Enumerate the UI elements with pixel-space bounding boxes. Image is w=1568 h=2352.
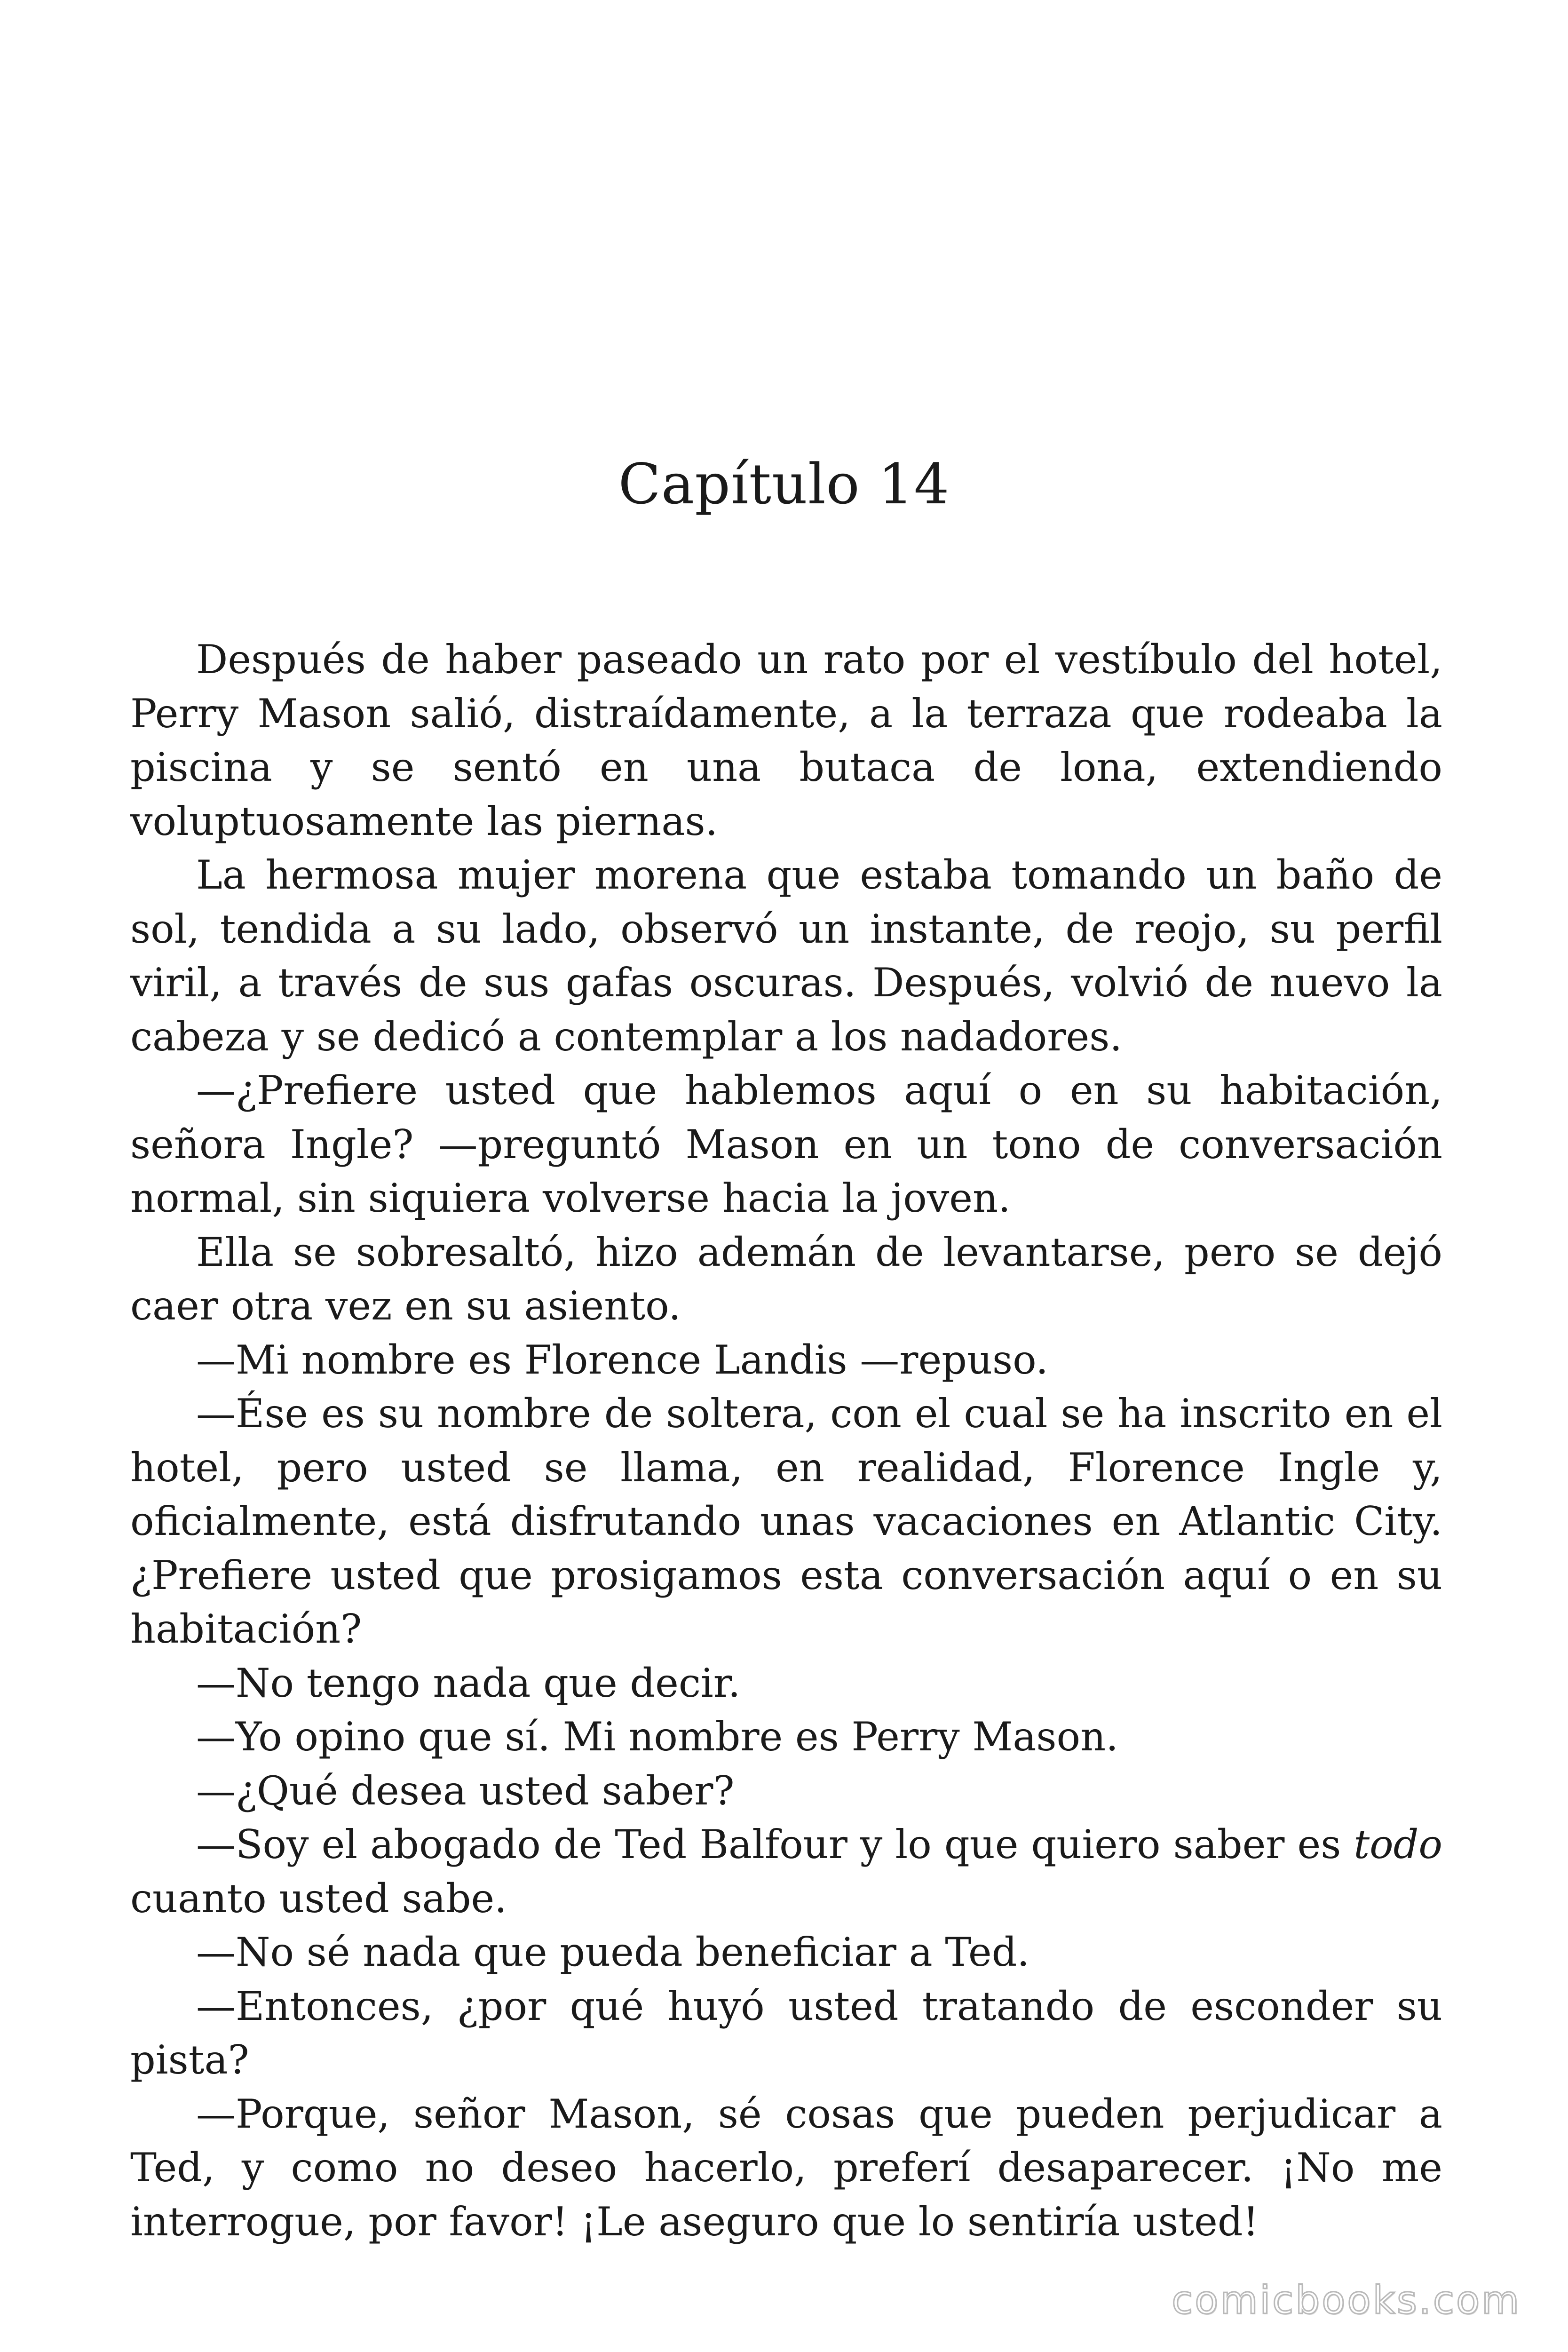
paragraph: Después de haber paseado un rato por el vestíbulo del hotel, Perry Mason salió, distraídamente, a la terraza que rodeaba la piscina y se sentó en una butaca de lona, extendiendo voluptuosamente las piernas.	[130, 636, 1442, 844]
paragraph: —Mi nombre es Florence Landis —repuso.	[196, 1336, 1048, 1383]
chapter-body	[130, 633, 1442, 2249]
paragraph: La hermosa mujer morena que estaba tomando un baño de sol, tendida a su lado, observó un instante, de reojo, su perfil viril, a través de sus gafas oscuras. Después, volvió de nuevo la cabeza y se dedicó a contemplar a los nadadores.	[130, 852, 1442, 1060]
paragraph: —No tengo nada que decir.	[196, 1660, 741, 1706]
paragraph-text: —Soy el abogado de Ted Balfour y lo que quiero saber es	[196, 1821, 1354, 1867]
paragraph: —Porque, señor Mason, sé cosas que pueden perjudicar a Ted, y como no deseo hacerlo, preferí desaparecer. ¡No me interrogue, por favor! ¡Le aseguro que lo sentiría usted!	[130, 2090, 1442, 2245]
paragraph: Ella se sobresaltó, hizo ademán de levantarse, pero se dejó caer otra vez en su asiento.	[130, 1229, 1442, 1329]
emphasized-word: todo	[1354, 1821, 1442, 1867]
paragraph: —¿Qué desea usted saber?	[196, 1767, 735, 1814]
paragraph: —No sé nada que pueda beneficiar a Ted.	[196, 1929, 1030, 1975]
chapter-title: Capítulo 14	[618, 452, 950, 516]
watermark: comicbooks.com	[1172, 2278, 1521, 2323]
paragraph: —Yo opino que sí. Mi nombre es Perry Mason.	[196, 1714, 1118, 1760]
paragraph-text: cuanto usted sabe.	[130, 1875, 507, 1922]
paragraph	[130, 1818, 1442, 1925]
paragraph: —¿Prefiere usted que hablemos aquí o en su habitación, señora Ingle? —preguntó Mason en un tono de conversación normal, sin siquiera volverse hacia la joven.	[130, 1067, 1442, 1221]
paragraph: —Entonces, ¿por qué huyó usted tratando de esconder su pista?	[130, 1983, 1442, 2083]
paragraph: —Ése es su nombre de soltera, con el cual se ha inscrito en el hotel, pero usted se llama, en realidad, Florence Ingle y, oficialmente, está disfrutando unas vacaciones en Atlantic City. ¿Prefiere usted que prosigamos esta conversación aquí o en su habitación?	[130, 1391, 1442, 1652]
